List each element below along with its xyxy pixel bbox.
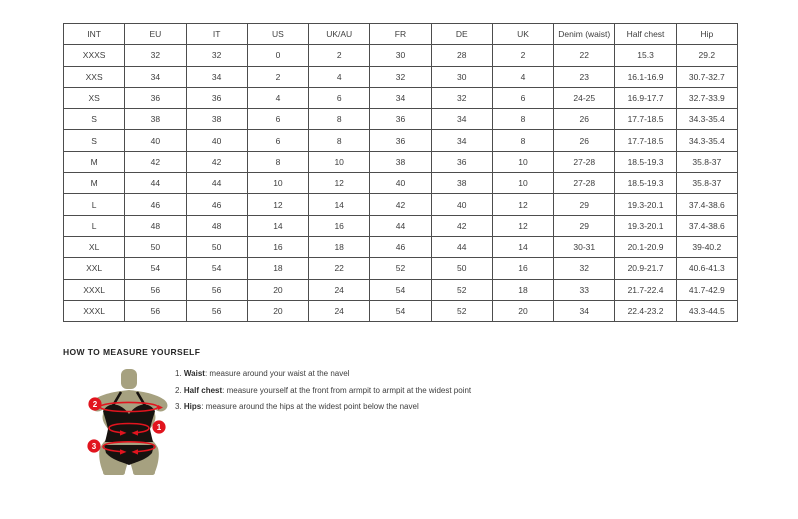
table-row [64, 279, 738, 300]
table-cell: 37.4-38.6 [676, 215, 737, 236]
table-cell: 42 [125, 151, 186, 172]
table-cell: 19.3-20.1 [615, 215, 676, 236]
table-cell: 34 [125, 66, 186, 87]
table-cell: 10 [492, 173, 553, 194]
table-header [64, 24, 738, 45]
column-header: UK [492, 24, 553, 45]
table-cell: 12 [492, 215, 553, 236]
table-cell: 18 [492, 279, 553, 300]
table-cell: 37.4-38.6 [676, 194, 737, 215]
table-cell: 44 [431, 236, 492, 257]
column-header: Hip [676, 24, 737, 45]
table-cell: 10 [492, 151, 553, 172]
table-cell: 40.6-41.3 [676, 258, 737, 279]
hips-badge [87, 439, 100, 452]
column-header: Half chest [615, 24, 676, 45]
measure-instructions [175, 369, 471, 419]
instruction-label: Waist [183, 369, 205, 378]
column-header: US [247, 24, 308, 45]
table-cell: 20.1-20.9 [615, 236, 676, 257]
table-row [64, 151, 738, 172]
table-cell: 38 [125, 109, 186, 130]
table-cell: 34 [554, 300, 615, 321]
table-cell: 40 [431, 194, 492, 215]
table-cell: 17.7-18.5 [615, 130, 676, 151]
table-cell: 36 [125, 87, 186, 108]
table-cell: 6 [247, 109, 308, 130]
chest-badge [88, 397, 101, 410]
table-cell: 54 [370, 300, 431, 321]
table-cell: L [64, 215, 125, 236]
table-cell: 18.5-19.3 [615, 173, 676, 194]
table-cell: 36 [186, 87, 247, 108]
table-cell: 22 [554, 45, 615, 66]
table-cell: 8 [492, 130, 553, 151]
table-cell: 21.7-22.4 [615, 279, 676, 300]
table-cell: 29 [554, 215, 615, 236]
table-cell: 44 [186, 173, 247, 194]
table-cell: 8 [492, 109, 553, 130]
table-cell: 48 [186, 215, 247, 236]
table-cell: XXXL [64, 300, 125, 321]
table-cell: 6 [309, 87, 370, 108]
table-cell: 15.3 [615, 45, 676, 66]
table-cell: 24 [309, 279, 370, 300]
table-cell: 33 [554, 279, 615, 300]
table-cell: 8 [247, 151, 308, 172]
table-cell: L [64, 194, 125, 215]
table-cell: 36 [431, 151, 492, 172]
table-cell: 54 [370, 279, 431, 300]
column-header: FR [370, 24, 431, 45]
table-cell: 26 [554, 109, 615, 130]
instruction-label: Hips [183, 402, 202, 411]
table-cell: 42 [186, 151, 247, 172]
table-cell: 38 [370, 151, 431, 172]
column-header: INT [64, 24, 125, 45]
table-cell: 30.7-32.7 [676, 66, 737, 87]
table-cell: 50 [186, 236, 247, 257]
table-cell: 32 [431, 87, 492, 108]
table-cell: 27-28 [554, 173, 615, 194]
table-cell: 8 [309, 109, 370, 130]
table-cell: 36 [370, 109, 431, 130]
table-cell: 18 [247, 258, 308, 279]
instruction-text: : measure around your waist at the navel [204, 369, 350, 378]
table-cell: 34 [186, 66, 247, 87]
table-cell: 4 [309, 66, 370, 87]
table-cell: 0 [247, 45, 308, 66]
table-cell: 4 [247, 87, 308, 108]
table-cell: 38 [186, 109, 247, 130]
hips-badge-number: 3 [91, 442, 97, 451]
table-cell: 30-31 [554, 236, 615, 257]
instruction-number: 3. [175, 402, 182, 411]
table-cell: 39-40.2 [676, 236, 737, 257]
table-header-row [64, 24, 738, 45]
table-cell: M [64, 173, 125, 194]
table-cell: 52 [431, 279, 492, 300]
table-cell: M [64, 151, 125, 172]
table-cell: 56 [125, 300, 186, 321]
table-cell: 56 [186, 300, 247, 321]
table-cell: 34.3-35.4 [676, 109, 737, 130]
table-cell: 46 [370, 236, 431, 257]
table-cell: 42 [431, 215, 492, 236]
table-cell: 8 [309, 130, 370, 151]
table-cell: 32 [186, 45, 247, 66]
table-row [64, 109, 738, 130]
table-cell: 10 [309, 151, 370, 172]
table-cell: 17.7-18.5 [615, 109, 676, 130]
table-cell: 16 [309, 215, 370, 236]
table-cell: 20 [247, 279, 308, 300]
table-cell: 35.8-37 [676, 151, 737, 172]
table-cell: 52 [431, 300, 492, 321]
table-cell: 34 [370, 87, 431, 108]
table-cell: 30 [370, 45, 431, 66]
instruction-text: : measure around the hips at the widest point below the navel [201, 402, 419, 411]
measure-instruction-waist [175, 369, 471, 378]
table-cell: 16.9-17.7 [615, 87, 676, 108]
column-header: Denim (waist) [554, 24, 615, 45]
table-row [64, 45, 738, 66]
table-cell: XS [64, 87, 125, 108]
table-cell: 56 [125, 279, 186, 300]
table-cell: 24 [309, 300, 370, 321]
table-cell: 16 [492, 258, 553, 279]
table-cell: 48 [125, 215, 186, 236]
instruction-number: 2. [175, 385, 182, 395]
table-cell: 20.9-21.7 [615, 258, 676, 279]
table-cell: 14 [492, 236, 553, 257]
table-cell: 34.3-35.4 [676, 130, 737, 151]
table-cell: S [64, 130, 125, 151]
table-cell: 34 [431, 130, 492, 151]
table-cell: XL [64, 236, 125, 257]
table-cell: 50 [431, 258, 492, 279]
table-cell: 2 [309, 45, 370, 66]
table-cell: 32 [125, 45, 186, 66]
instruction-label: Half chest [183, 385, 223, 395]
table-cell: 12 [247, 194, 308, 215]
table-cell: 6 [492, 87, 553, 108]
table-cell: 29 [554, 194, 615, 215]
table-cell: 38 [431, 173, 492, 194]
table-cell: 2 [492, 45, 553, 66]
waist-badge [152, 420, 165, 433]
table-cell: 29.2 [676, 45, 737, 66]
table-cell: S [64, 109, 125, 130]
table-cell: 19.3-20.1 [615, 194, 676, 215]
table-cell: 18 [309, 236, 370, 257]
table-row [64, 194, 738, 215]
table-cell: 44 [370, 215, 431, 236]
table-cell: XXXL [64, 279, 125, 300]
waist-badge-number: 1 [156, 423, 162, 432]
table-cell: 32.7-33.9 [676, 87, 737, 108]
table-cell: 20 [247, 300, 308, 321]
table-cell: 6 [247, 130, 308, 151]
table-cell: 28 [431, 45, 492, 66]
table-cell: 46 [125, 194, 186, 215]
table-cell: 4 [492, 66, 553, 87]
table-cell: 40 [186, 130, 247, 151]
column-header: EU [125, 24, 186, 45]
table-row [64, 215, 738, 236]
table-cell: 27-28 [554, 151, 615, 172]
table-cell: 18.5-19.3 [615, 151, 676, 172]
table-cell: 22.4-23.2 [615, 300, 676, 321]
table-row [64, 300, 738, 321]
measure-instruction-half-chest [175, 386, 471, 395]
table-cell: 50 [125, 236, 186, 257]
instruction-text: : measure yourself at the front from armpit to armpit at the widest point [222, 385, 472, 395]
table-cell: 54 [186, 258, 247, 279]
table-cell: 46 [186, 194, 247, 215]
table-cell: 56 [186, 279, 247, 300]
table-cell: 2 [247, 66, 308, 87]
table-cell: 26 [554, 130, 615, 151]
table-cell: 20 [492, 300, 553, 321]
table-row [64, 130, 738, 151]
table-row [64, 87, 738, 108]
column-header: UK/AU [309, 24, 370, 45]
table-cell: 14 [309, 194, 370, 215]
table-cell: 12 [309, 173, 370, 194]
table-cell: 22 [309, 258, 370, 279]
table-cell: 30 [431, 66, 492, 87]
table-cell: 42 [370, 194, 431, 215]
table-cell: 34 [431, 109, 492, 130]
table-row [64, 66, 738, 87]
measure-instruction-hips [175, 402, 471, 411]
measure-section-title: HOW TO MEASURE YOURSELF [63, 347, 201, 357]
table-row [64, 258, 738, 279]
table-cell: 16 [247, 236, 308, 257]
table-row [64, 236, 738, 257]
size-chart-table [63, 23, 738, 322]
table-cell: XXS [64, 66, 125, 87]
table-cell: 40 [125, 130, 186, 151]
table-cell: 32 [370, 66, 431, 87]
table-cell: 23 [554, 66, 615, 87]
table-cell: 16.1-16.9 [615, 66, 676, 87]
table-cell: 10 [247, 173, 308, 194]
table-cell: XXXS [64, 45, 125, 66]
table-cell: 12 [492, 194, 553, 215]
table-cell: 54 [125, 258, 186, 279]
table-cell: 14 [247, 215, 308, 236]
table-cell: 35.8-37 [676, 173, 737, 194]
table-cell: XXL [64, 258, 125, 279]
instruction-number: 1. [175, 369, 182, 378]
table-row [64, 173, 738, 194]
table-cell: 43.3-44.5 [676, 300, 737, 321]
chest-badge-number: 2 [92, 400, 98, 409]
table-cell: 40 [370, 173, 431, 194]
table-cell: 32 [554, 258, 615, 279]
table-cell: 44 [125, 173, 186, 194]
column-header: IT [186, 24, 247, 45]
column-header: DE [431, 24, 492, 45]
table-cell: 41.7-42.9 [676, 279, 737, 300]
table-cell: 24-25 [554, 87, 615, 108]
table-cell: 52 [370, 258, 431, 279]
table-body [64, 45, 738, 322]
table-cell: 36 [370, 130, 431, 151]
